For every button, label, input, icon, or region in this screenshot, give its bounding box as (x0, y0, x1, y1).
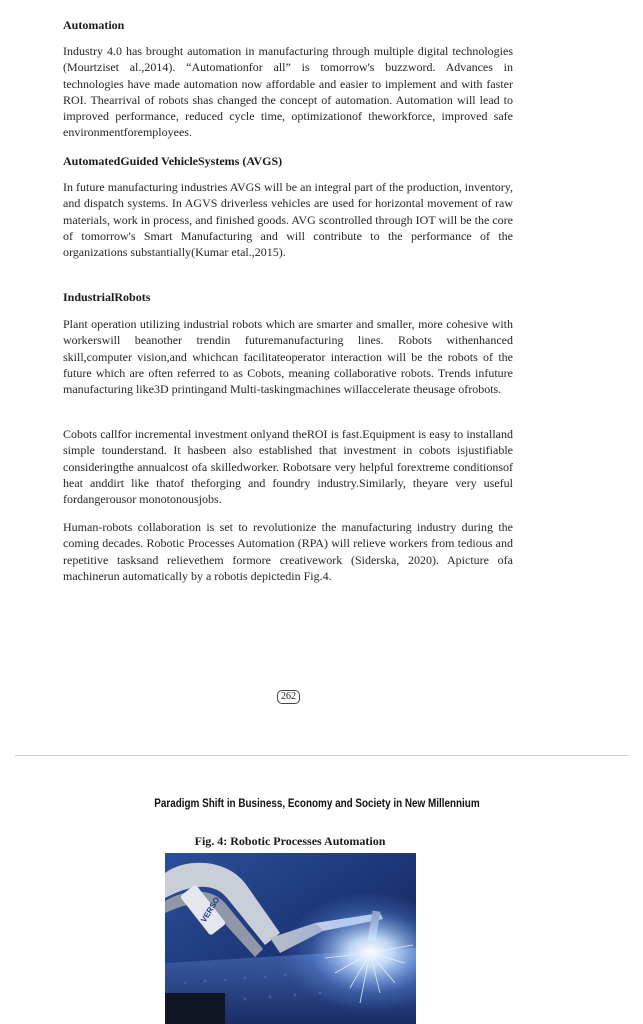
robot-photo (165, 853, 416, 1024)
page-divider (15, 755, 629, 756)
figure-caption: Fig. 4: Robotic Processes Automation (194, 834, 386, 848)
running-head: Paradigm Shift in Business, Economy and Society in New Millennium (154, 798, 480, 810)
paragraph-industrial-robots-2: Cobots callfor incremental investment onlyand theROI is fast.Equipment is easy to installand simple tounderstand. It hasbeen also established that investment in cobots isjustifiable consideringthe annualcost ofa skilledworker. Robotsare very helpful forextreme conditionsof heat anddirt like thatof theforging and foundry industry.Similarly, theyare very useful fordangerousor monotonousjobs. (63, 427, 513, 507)
page-number: 262 (277, 690, 300, 704)
heading-agvs: AutomatedGuided VehicleSystems (AVGS) (63, 154, 283, 168)
paragraph-agvs: In future manufacturing industries AVGS will be an integral part of the production, inventory, and dispatch systems. In AGVS driverless vehicles are used for horizontal movement of raw materials, work in process, and finished goods. AVG scontrolled through IOT will be the core of tomorrow's Smart Manufacturing and will contribute to the performance of the organizations substantially(Kumar etal.,2015). (63, 180, 513, 260)
heading-industrial-robots: IndustrialRobots (63, 290, 151, 304)
paragraph-industrial-robots-1: Plant operation utilizing industrial robots which are smarter and smaller, more cohesive with workerswill beanother trendin futuremanufacturing lines. Robots withenhanced skill,computer vision,and whichcan facilitateoperator interaction will be the robots of the future which are often referred to as Cobots, meaning collaborative robots. Trends infuture manufacturing like3D printingand Multi-taskingmachines willaccelerate theusage ofrobots. (63, 317, 513, 397)
heading-automation: Automation (63, 18, 125, 32)
paragraph-automation: Industry 4.0 has brought automation in manufacturing through multiple digital technologies (Mourtziset al.,2014). “Automationfor all” is tomorrow's buzzword. Advances in technologies have made automation now affordable and easier to implement and with faster ROI. Thearrival of robots shas changed the concept of automation. Automation will lead to improved performance, reduced cycle time, optimizationof theworkforce, improved safe environmentforemployees. (63, 44, 513, 140)
paragraph-industrial-robots-3: Human-robots collaboration is set to revolutionize the manufacturing industry during the coming decades. Robotic Processes Automation (RPA) will relieve workers from tedious and repetitive tasksand relievethem formore creativework (Siderska, 2020). Apicture ofa machinerun automatically by a robotis depictedin Fig.4. (63, 520, 513, 583)
